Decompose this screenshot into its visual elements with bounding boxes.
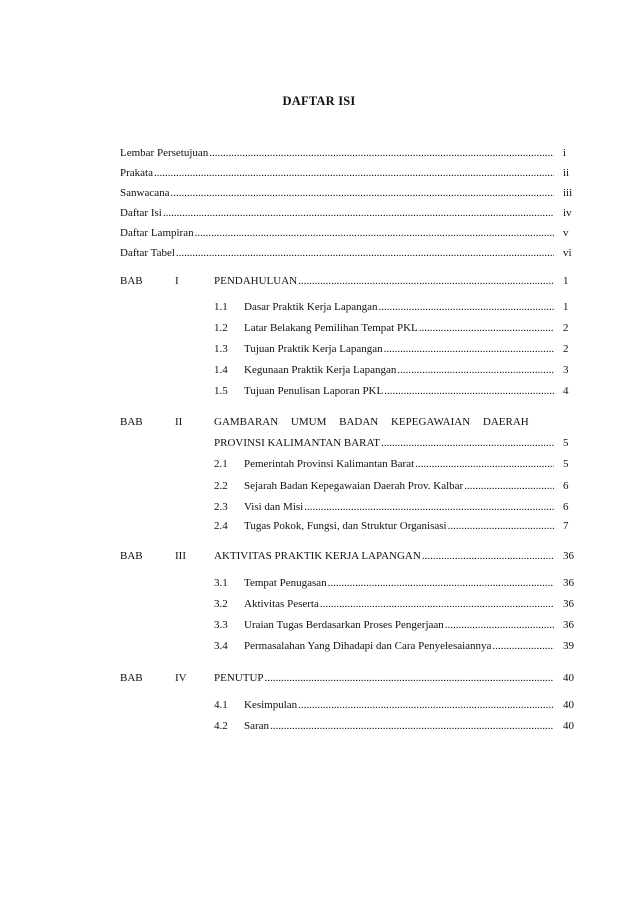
toc-entry-label: Prakata	[120, 167, 153, 179]
section-page: 40	[563, 699, 574, 711]
toc-entry-page: i	[563, 147, 567, 159]
section-label: Kegunaan Praktik Kerja Lapangan	[244, 364, 397, 376]
toc-entry	[120, 226, 554, 240]
dot-leader	[170, 186, 554, 200]
section-row	[244, 698, 554, 712]
toc-entry-label: Lembar Persetujuan	[120, 147, 209, 159]
dot-leader	[397, 363, 554, 377]
toc-entry-label: Daftar Lampiran	[120, 227, 194, 239]
section-number: 4.2	[214, 720, 228, 732]
chapter-page: 1	[563, 275, 569, 287]
section-row	[244, 300, 554, 314]
chapter-page: 40	[563, 672, 574, 684]
dot-leader	[492, 639, 554, 653]
dot-leader	[445, 618, 554, 632]
dot-leader	[384, 384, 554, 398]
dot-leader	[270, 719, 554, 733]
section-label: Latar Belakang Pemilihan Tempat PKL	[244, 322, 418, 334]
toc-entry-page: v	[563, 227, 569, 239]
section-page: 36	[563, 598, 574, 610]
chapter-title: PROVINSI KALIMANTAN BARAT	[214, 437, 380, 449]
toc-entry-page: iv	[563, 207, 572, 219]
chapter-bab-label: BAB	[120, 275, 143, 287]
dot-leader	[304, 500, 554, 514]
chapter-title-row	[214, 549, 554, 563]
section-label: Tujuan Praktik Kerja Lapangan	[244, 343, 383, 355]
section-number: 3.1	[214, 577, 228, 589]
section-row	[244, 597, 554, 611]
dot-leader	[464, 479, 554, 493]
section-label: Pemerintah Provinsi Kalimantan Barat	[244, 458, 415, 470]
section-page: 2	[563, 343, 569, 355]
dot-leader	[176, 246, 554, 260]
section-page: 40	[563, 720, 574, 732]
section-row	[244, 618, 554, 632]
section-number: 2.2	[214, 480, 228, 492]
chapter-page: 36	[563, 550, 574, 562]
dot-leader	[422, 549, 554, 563]
chapter-number: IV	[175, 672, 187, 684]
toc-entry-label: Daftar Tabel	[120, 247, 175, 259]
section-label: Tempat Penugasan	[244, 577, 327, 589]
section-number: 1.2	[214, 322, 228, 334]
section-row	[244, 342, 554, 356]
section-label: Tujuan Penulisan Laporan PKL	[244, 385, 384, 397]
section-number: 2.3	[214, 501, 228, 513]
dot-leader	[209, 146, 554, 160]
chapter-number: III	[175, 550, 186, 562]
chapter-title-row	[214, 671, 554, 685]
section-label: Uraian Tugas Berdasarkan Proses Pengerjaan	[244, 619, 444, 631]
dot-leader	[265, 671, 554, 685]
toc-entry-page: ii	[563, 167, 570, 179]
dot-leader	[378, 300, 554, 314]
section-page: 5	[563, 458, 569, 470]
section-label: Tugas Pokok, Fungsi, dan Struktur Organisasi	[244, 520, 447, 532]
chapter-bab-label: BAB	[120, 416, 143, 428]
section-row	[244, 719, 554, 733]
chapter-bab-label: BAB	[120, 672, 143, 684]
section-row	[244, 384, 554, 398]
chapter-bab-label: BAB	[120, 550, 143, 562]
section-number: 4.1	[214, 699, 228, 711]
section-label: Kesimpulan	[244, 699, 298, 711]
section-page: 6	[563, 480, 569, 492]
chapter-title: AKTIVITAS PRAKTIK KERJA LAPANGAN	[214, 550, 421, 562]
toc-entry	[120, 186, 554, 200]
toc-entry-label: Daftar Isi	[120, 207, 162, 219]
section-row	[244, 639, 554, 653]
section-page: 1	[563, 301, 569, 313]
chapter-title-row	[214, 274, 554, 288]
section-row	[244, 576, 554, 590]
dot-leader	[415, 457, 554, 471]
dot-leader	[298, 698, 554, 712]
section-number: 3.4	[214, 640, 228, 652]
section-number: 2.4	[214, 520, 228, 532]
toc-entry	[120, 206, 554, 220]
section-row	[244, 457, 554, 471]
section-label: Permasalahan Yang Dihadapi dan Cara Penyelesaiannya	[244, 640, 492, 652]
section-page: 39	[563, 640, 574, 652]
dot-leader	[328, 576, 554, 590]
section-number: 2.1	[214, 458, 228, 470]
section-row	[244, 519, 554, 533]
section-number: 1.3	[214, 343, 228, 355]
section-number: 3.2	[214, 598, 228, 610]
dot-leader	[381, 436, 554, 450]
section-label: Visi dan Misi	[244, 501, 304, 513]
dot-leader	[448, 519, 554, 533]
chapter-title: PENDAHULUAN	[214, 275, 298, 287]
toc-entry-page: iii	[563, 187, 573, 199]
section-page: 2	[563, 322, 569, 334]
dot-leader	[195, 226, 554, 240]
section-page: 4	[563, 385, 569, 397]
section-label: Aktivitas Peserta	[244, 598, 319, 610]
section-page: 7	[563, 520, 569, 532]
chapter-title: PENUTUP	[214, 672, 264, 684]
section-row	[244, 363, 554, 377]
section-row	[244, 500, 554, 514]
toc-entry-page: vi	[563, 247, 572, 259]
chapter-number: II	[175, 416, 183, 428]
section-row	[244, 321, 554, 335]
chapter-page: 5	[563, 437, 569, 449]
dot-leader	[154, 166, 554, 180]
section-row	[244, 479, 554, 493]
section-label: Sejarah Badan Kepegawaian Daerah Prov. Kalbar	[244, 480, 464, 492]
section-page: 36	[563, 577, 574, 589]
section-number: 3.3	[214, 619, 228, 631]
section-label: Dasar Praktik Kerja Lapangan	[244, 301, 378, 313]
dot-leader	[298, 274, 554, 288]
dot-leader	[163, 206, 554, 220]
toc-entry	[120, 246, 554, 260]
dot-leader	[384, 342, 554, 356]
toc-entry	[120, 166, 554, 180]
dot-leader	[320, 597, 554, 611]
toc-entry	[120, 146, 554, 160]
section-label: Saran	[244, 720, 270, 732]
chapter-title-line1: GAMBARAN UMUM BADAN KEPEGAWAIAN DAERAH	[214, 416, 529, 428]
section-page: 3	[563, 364, 569, 376]
section-number: 1.1	[214, 301, 228, 313]
section-number: 1.5	[214, 385, 228, 397]
section-page: 6	[563, 501, 569, 513]
section-number: 1.4	[214, 364, 228, 376]
section-page: 36	[563, 619, 574, 631]
chapter-title-row	[214, 436, 554, 450]
chapter-number: I	[175, 275, 179, 287]
page-title: DAFTAR ISI	[282, 94, 356, 108]
dot-leader	[419, 321, 554, 335]
toc-entry-label: Sanwacana	[120, 187, 170, 199]
